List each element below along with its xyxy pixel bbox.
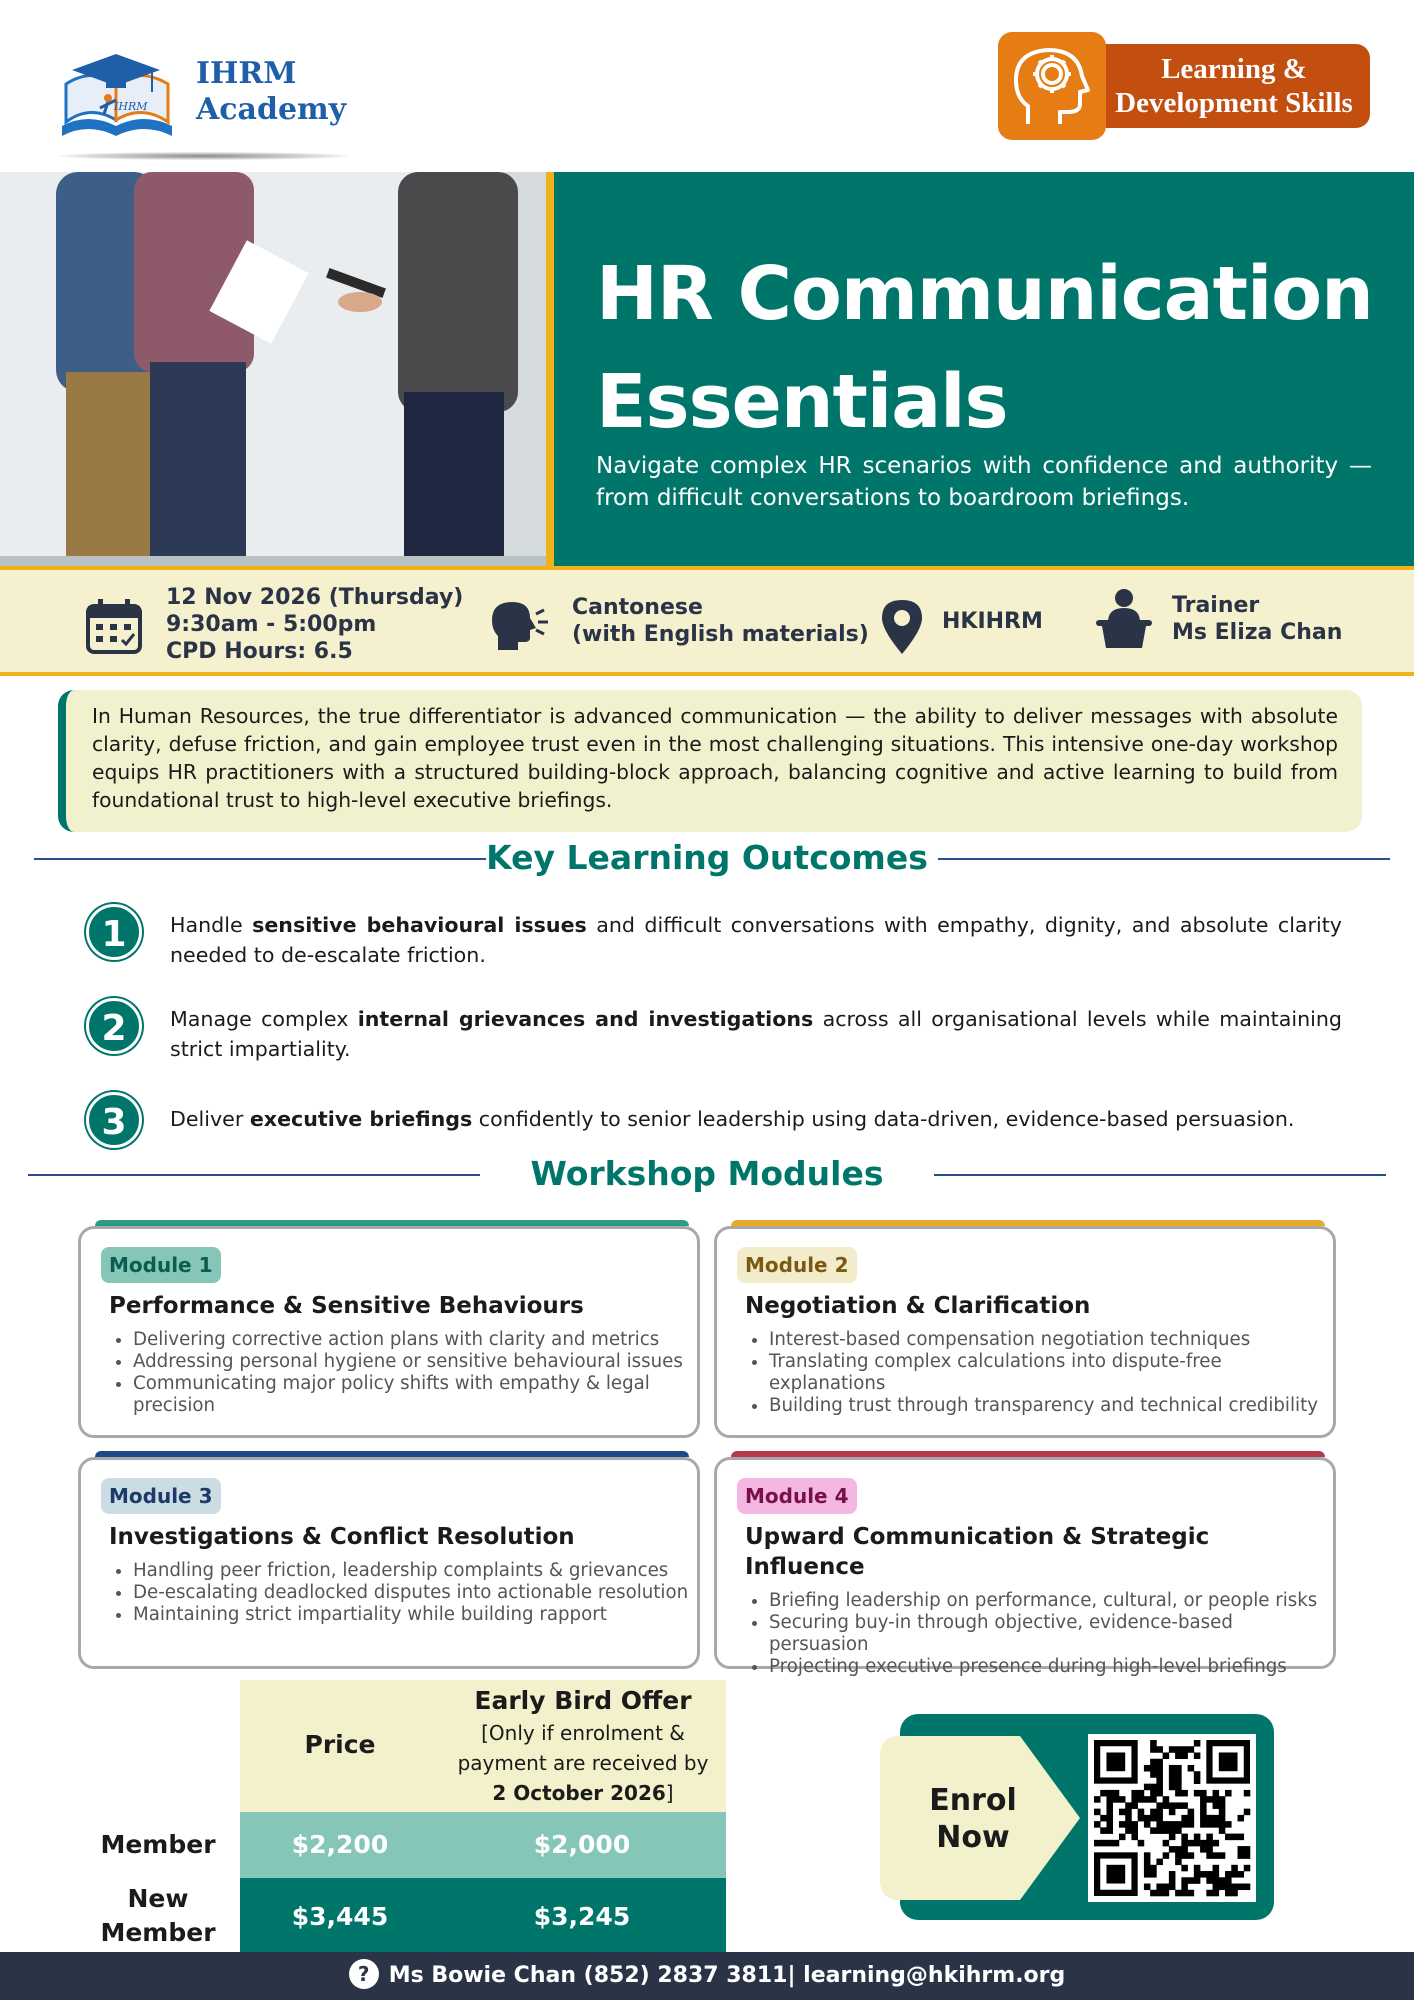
info-language-line1: Cantonese [572, 595, 703, 620]
early-bird-note-1: [Only if enrolment & [481, 1721, 685, 1745]
module-card-3 [78, 1457, 700, 1669]
module-title: Performance & Sensitive Behaviours [109, 1293, 584, 1319]
logo-abbr: IHRM [114, 100, 148, 113]
outcome-number: 2 [86, 998, 142, 1054]
info-venue [872, 570, 1062, 672]
module-title: Negotiation & Clarification [745, 1293, 1091, 1319]
info-trainer-label: Trainer [1172, 593, 1260, 618]
module-accent-bar [95, 1451, 689, 1457]
info-trainer-text [1172, 592, 1342, 646]
contact-details[interactable]: Ms Bowie Chan (852) 2837 3811| learning@hkihrm.org [388, 1963, 1066, 1988]
module-bullet: • Handling peer friction, leadership complaints & grievances [133, 1560, 697, 1582]
pricing-row-label-line1: New [127, 1884, 189, 1913]
info-time-value: 9:30am - 5:00pm [166, 612, 377, 637]
early-bird-note-2: payment are received by [457, 1751, 709, 1775]
gear-head-icon [998, 32, 1106, 140]
module-bullet: • Delivering corrective action plans with clarity and metrics [133, 1329, 697, 1351]
modules-heading-row [0, 1152, 1414, 1196]
outcome-text: Handle sensitive behavioural issues and difficult conversations with empathy, dignity, and absolute clarity needed to de-escalate friction. [170, 913, 1342, 967]
info-venue-text: HKIHRM [942, 609, 1043, 634]
info-date-text [166, 584, 463, 665]
member-price: $2,200 [291, 1830, 389, 1859]
outcomes-heading-row [0, 836, 1414, 880]
early-bird-title: Early Bird Offer [474, 1686, 692, 1715]
outcome-item [86, 998, 1342, 1068]
module-accent-bar [731, 1451, 1325, 1457]
outcome-number: 1 [86, 904, 142, 960]
module-tag: Module 4 [737, 1478, 857, 1514]
speaking-head-icon [490, 596, 550, 656]
hero-title-panel [554, 172, 1414, 566]
module-accent-bar [95, 1220, 689, 1226]
module-accent-bar [731, 1220, 1325, 1226]
course-introduction: In Human Resources, the true differentiator is advanced communication — the ability to deliver messages with absolute clarity, defuse friction, and gain employee trust even in the most challenging situations. This intensive one-day workshop equips HR practitioners with a structured building-block approach, balancing cognitive and active learning to build from foundational trust to high-level executive briefings. [58, 690, 1362, 832]
qr-code-icon [1088, 1734, 1256, 1902]
info-cpd-value: CPD Hours: 6.5 [166, 639, 353, 664]
outcome-text: Deliver executive briefings confidently to senior leadership using data-driven, evidence-based persuasion. [170, 1107, 1295, 1131]
outcomes-heading: Key Learning Outcomes [486, 838, 928, 877]
calendar-icon [84, 596, 144, 656]
early-bird-note-3: 2 October 2026] [492, 1781, 674, 1805]
outcome-item [86, 1092, 1342, 1152]
module-bullet: • Maintaining strict impartiality while building rapport [133, 1604, 697, 1626]
pricing-row-label-new-member [96, 1882, 220, 1950]
module-card-1 [78, 1226, 700, 1438]
info-language-text [572, 594, 869, 648]
early-bird-deadline: 2 October 2026 [492, 1781, 666, 1805]
module-card-2 [714, 1226, 1336, 1438]
enrol-line1: Enrol [929, 1783, 1017, 1818]
module-tag: Module 3 [101, 1478, 221, 1514]
module-title: Upward Communication & Strategic Influence [745, 1524, 1210, 1580]
logo-wordmark [196, 56, 346, 128]
course-info-bar [0, 566, 1414, 676]
module-bullets [133, 1329, 697, 1417]
info-date-value: 12 Nov 2026 (Thursday) [166, 585, 464, 610]
module-bullet: • Addressing personal hygiene or sensitive behavioural issues [133, 1351, 697, 1373]
logo-shadow [58, 152, 348, 160]
ihrm-academy-logo [48, 48, 348, 158]
module-bullet: • Interest-based compensation negotiation techniques [769, 1329, 1333, 1351]
module-tag: Module 1 [101, 1247, 221, 1283]
enrol-qr-code[interactable] [1088, 1734, 1256, 1902]
info-date [84, 570, 464, 672]
early-bird-column-header [440, 1684, 726, 1808]
new-member-early-bird-price: $3,245 [533, 1902, 631, 1931]
graduation-cap-book-icon [48, 52, 188, 142]
info-language-line2: (with English materials) [572, 622, 869, 647]
course-subtitle: Navigate complex HR scenarios with confidence and authority — from difficult conversations to boardroom briefings. [596, 453, 1372, 511]
course-title-line2: Essentials [596, 359, 1008, 445]
info-trainer-name: Ms Eliza Chan [1172, 620, 1343, 645]
logo-line1: IHRM [196, 56, 297, 91]
module-bullets [133, 1560, 697, 1626]
outcome-item [86, 904, 1342, 974]
badge-label [1098, 44, 1370, 128]
module-bullets [769, 1329, 1333, 1417]
hero-photo-colleagues [0, 172, 546, 566]
new-member-price: $3,445 [291, 1902, 389, 1931]
module-bullet: • Briefing leadership on performance, cultural, or people risks [769, 1590, 1333, 1612]
enrol-now-button[interactable] [908, 1782, 1038, 1856]
module-bullet: • Translating complex calculations into dispute-free explanations [769, 1351, 1333, 1395]
module-bullet: • Communicating major policy shifts with empathy & legal precision [133, 1373, 697, 1417]
hero-divider [546, 172, 554, 566]
outcome-number: 3 [86, 1092, 142, 1148]
outcome-text: Manage complex internal grievances and investigations across all organisational levels while maintaining strict impartiality. [170, 1007, 1342, 1061]
badge-line1: Learning & [1161, 53, 1307, 85]
course-title-line1: HR Communication [596, 251, 1373, 337]
pricing-row-label-member: Member [100, 1830, 216, 1859]
module-title: Investigations & Conflict Resolution [109, 1524, 575, 1550]
module-bullet: • Building trust through transparency and technical credibility [769, 1395, 1333, 1417]
learning-development-badge [998, 32, 1370, 140]
course-title [596, 240, 1396, 456]
location-pin-icon [872, 596, 932, 656]
modules-heading: Workshop Modules [530, 1154, 884, 1193]
heading-rule-right [934, 1174, 1386, 1176]
pricing-table [96, 1680, 726, 1954]
price-column-header: Price [304, 1730, 376, 1759]
module-bullet: • De-escalating deadlocked disputes into actionable resolution [133, 1582, 697, 1604]
module-bullet: • Projecting executive presence during high-level briefings [769, 1656, 1333, 1678]
help-icon: ? [349, 1959, 379, 1989]
enrol-now-panel[interactable] [880, 1714, 1274, 1920]
module-card-4 [714, 1457, 1336, 1677]
trainer-podium-icon [1094, 588, 1154, 648]
info-trainer [1094, 570, 1394, 672]
module-bullet: • Securing buy-in through objective, evidence-based persuasion [769, 1612, 1333, 1656]
contact-footer [0, 1952, 1414, 2000]
logo-line2: Academy [196, 92, 347, 127]
pricing-row-label-line2: Member [100, 1918, 216, 1947]
heading-rule-right [938, 858, 1390, 860]
member-early-bird-price: $2,000 [533, 1830, 631, 1859]
badge-line2: Development Skills [1115, 87, 1353, 119]
module-bullets [769, 1590, 1333, 1678]
hero-banner [0, 172, 1414, 566]
info-language [490, 570, 869, 672]
enrol-line2: Now [936, 1820, 1010, 1855]
module-tag: Module 2 [737, 1247, 857, 1283]
